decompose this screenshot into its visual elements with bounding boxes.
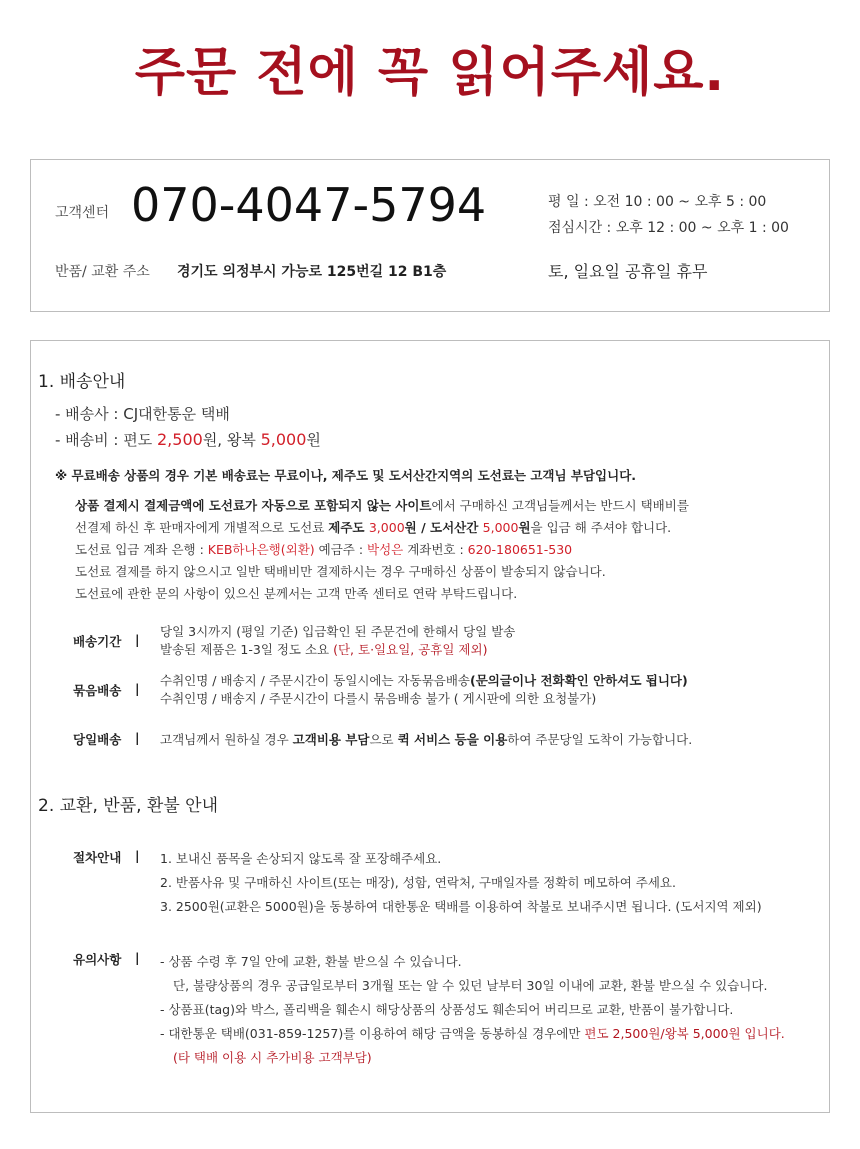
jeju-fee: 3,000 bbox=[368, 520, 405, 535]
phone-number[interactable]: 070-4047-5794 bbox=[131, 178, 487, 232]
island-label: 원 / 도서산간 bbox=[404, 520, 483, 535]
oneway-fee: 2,500 bbox=[157, 430, 203, 449]
island-fee-tail: 을 입금 해 주셔야 합니다. bbox=[530, 520, 672, 535]
notes-label: 유의사항 bbox=[73, 952, 122, 967]
divider-bar: | bbox=[135, 730, 140, 745]
order-guide-box bbox=[30, 340, 830, 1113]
bank-account-line bbox=[75, 540, 572, 558]
note-4 bbox=[160, 1024, 785, 1042]
same-day-mid: 으로 bbox=[369, 732, 398, 747]
account-label: 계좌번호 : bbox=[403, 542, 468, 557]
page-title: 주문 전에 꼭 읽어주세요. bbox=[134, 43, 726, 103]
bank-name: KEB하나은행(외환) bbox=[207, 542, 315, 557]
account-number: 620-180651-530 bbox=[467, 542, 573, 557]
shipping-fee-mid: 원, 왕복 bbox=[202, 431, 261, 449]
account-holder: 박성은 bbox=[367, 542, 404, 557]
same-day-pre: 고객님께서 원하실 경우 bbox=[160, 732, 293, 747]
lunch-hours: 점심시간 : 오후 12 : 00 ~ 오후 1 : 00 bbox=[548, 220, 789, 236]
return-address: 경기도 의정부시 가능로 125번길 12 B1층 bbox=[177, 264, 447, 280]
island-fee-line-1 bbox=[75, 496, 689, 514]
note-3: - 상품표(tag)와 박스, 폴리백을 훼손시 해당상품의 상품성도 훼손되어 버리므로 교환, 반품이 불가합니다. bbox=[160, 1002, 734, 1017]
contact-info-box bbox=[30, 159, 830, 312]
delivery-period-1: 당일 3시까지 (평일 기준) 입금확인 된 주문건에 한해서 당일 발송 bbox=[160, 624, 516, 639]
bundle-line-2: 수취인명 / 배송지 / 주문시간이 다를시 묶음배송 불가 ( 게시판에 의한 요청불가) bbox=[160, 691, 597, 706]
bundle-line-1-bold: (문의글이나 전화확인 안하셔도 됩니다) bbox=[470, 673, 688, 688]
same-day-bold-1: 고객비용 부담 bbox=[292, 732, 370, 747]
shipping-carrier: - 배송사 : CJ대한통운 택배 bbox=[55, 405, 230, 423]
bundle-label: 묶음배송 bbox=[73, 683, 122, 698]
divider-bar: | bbox=[135, 950, 140, 965]
procedure-step-2: 2. 반품사유 및 구매하신 사이트(또는 매장), 성함, 연락처, 구매일자를 정확히 메모하여 주세요. bbox=[160, 875, 676, 890]
island-fee: 5,000 bbox=[482, 520, 519, 535]
note-4-pre: - 대한통운 택배(031-859-1257)를 이용하여 해당 금액을 동봉하실 경우에만 bbox=[160, 1026, 585, 1041]
delivery-exclusion: (단, 토·일요일, 공휴일 제외) bbox=[333, 642, 488, 657]
free-shipping-notice: ※ 무료배송 상품의 경우 기본 배송료는 무료이나, 제주도 및 도서산간지역의 도선료는 고객님 부담입니다. bbox=[55, 468, 637, 483]
delivery-period-2 bbox=[160, 640, 487, 658]
shipping-fee bbox=[55, 429, 321, 450]
bundle-line-1-pre: 수취인명 / 배송지 / 주문시간이 동일시에는 자동묶음배송 bbox=[160, 673, 470, 688]
island-fee-rest: 에서 구매하신 고객님들께서는 반드시 택배비를 bbox=[431, 498, 689, 513]
same-day-post: 하여 주문당일 도착이 가능합니다. bbox=[507, 732, 693, 747]
same-day-bold-2: 퀵 서비스 등을 이용 bbox=[397, 732, 508, 747]
divider-bar: | bbox=[135, 632, 140, 647]
island-fee-bold: 상품 결제시 결제금액에 도선료가 자동으로 포함되지 않는 사이트 bbox=[75, 498, 432, 513]
delivery-period-label: 배송기간 bbox=[73, 634, 122, 649]
roundtrip-fee: 5,000 bbox=[260, 430, 307, 449]
closed-days: 토, 일요일 공휴일 휴무 bbox=[548, 262, 708, 281]
holder-label: 예금주 : bbox=[314, 542, 367, 557]
procedure-label: 절차안내 bbox=[73, 850, 122, 865]
island-fee-pre: 선결제 하신 후 판매자에게 개별적으로 도선료 bbox=[75, 520, 329, 535]
island-fee-line-2 bbox=[75, 518, 671, 536]
same-day-label: 당일배송 bbox=[73, 732, 122, 747]
same-day-text bbox=[160, 730, 692, 748]
procedure-step-1: 1. 보내신 품목을 손상되지 않도록 잘 포장해주세요. bbox=[160, 851, 442, 866]
note-5: (타 택배 이용 시 추가비용 고객부담) bbox=[173, 1050, 372, 1065]
note-4-fee: 편도 2,500원/왕복 5,000원 입니다. bbox=[584, 1026, 785, 1041]
return-address-label: 반품/ 교환 주소 bbox=[55, 264, 150, 280]
note-2: 단, 불량상품의 경우 공급일로부터 3개월 또는 알 수 있던 날부터 30일 이내에 교환, 환불 받으실 수 있습니다. bbox=[173, 978, 768, 993]
customer-center-label: 고객센터 bbox=[55, 205, 110, 221]
procedure-step-3: 3. 2500원(교환은 5000원)을 동봉하여 대한통운 택배를 이용하여 착불로 보내주시면 됩니다. (도서지역 제외) bbox=[160, 899, 762, 914]
shipping-fee-suffix: 원 bbox=[306, 431, 321, 449]
divider-bar: | bbox=[135, 848, 140, 863]
delivery-period-2-pre: 발송된 제품은 1-3일 정도 소요 bbox=[160, 642, 334, 657]
bundle-line-1 bbox=[160, 671, 688, 689]
note-1: - 상품 수령 후 7일 안에 교환, 환불 받으실 수 있습니다. bbox=[160, 954, 462, 969]
weekday-hours: 평 일 : 오전 10 : 00 ~ 오후 5 : 00 bbox=[548, 194, 767, 210]
exchange-heading: 2. 교환, 반품, 환불 안내 bbox=[38, 796, 219, 816]
island-fee-unit: 원 bbox=[518, 520, 531, 535]
shipping-fee-prefix: - 배송비 : 편도 bbox=[55, 431, 157, 449]
bank-label: 도선료 입금 계좌 은행 : bbox=[75, 542, 208, 557]
shipping-heading: 1. 배송안내 bbox=[38, 372, 126, 392]
contact-request: 도선료에 관한 문의 사항이 있으신 분께서는 고객 만족 센터로 연락 부탁드립니다. bbox=[75, 586, 518, 601]
jeju-label: 제주도 bbox=[328, 520, 369, 535]
no-ship-warning: 도선료 결제를 하지 않으시고 일반 택배비만 결제하시는 경우 구매하신 상품이 발송되지 않습니다. bbox=[75, 564, 606, 579]
divider-bar: | bbox=[135, 681, 140, 696]
